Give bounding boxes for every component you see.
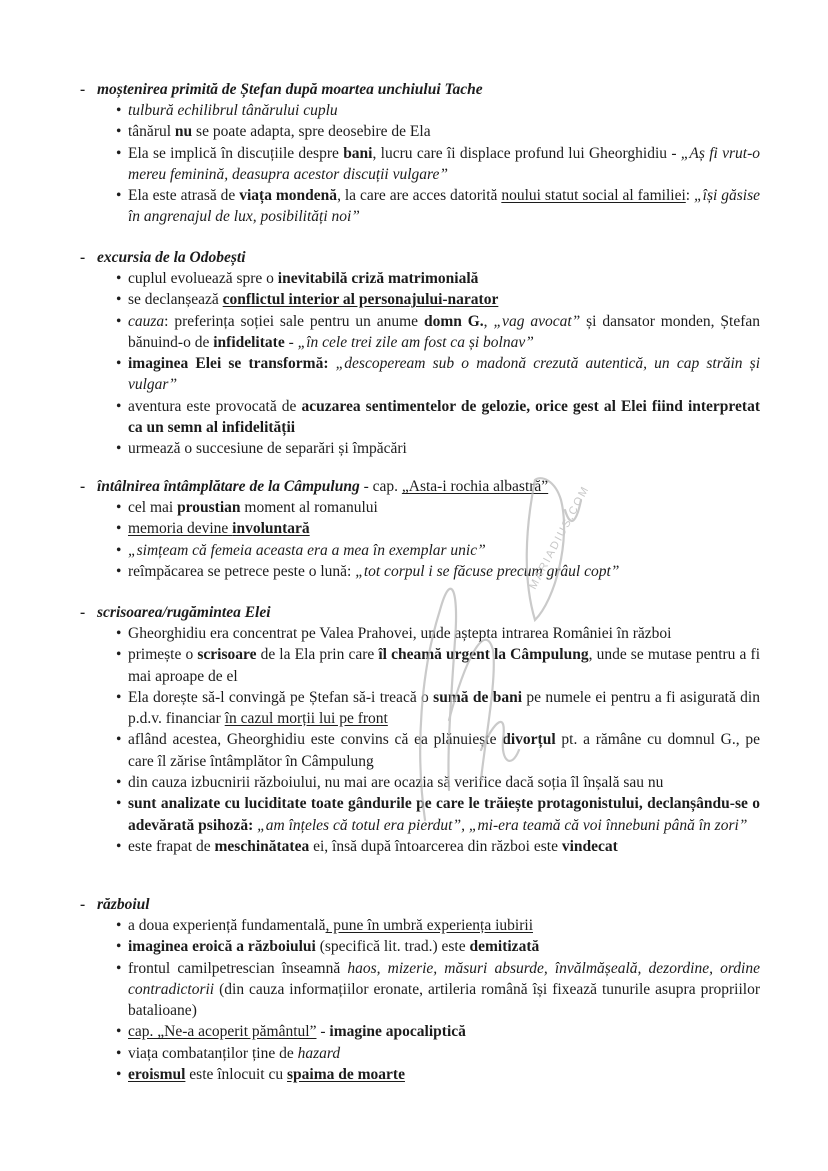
text-segment: pe numele ei pentru a fi asigurată din p.d.v. financiar — [128, 688, 760, 728]
bullet-list — [80, 915, 760, 1085]
list-item — [80, 1043, 760, 1064]
text-segment: se declanșează — [128, 291, 223, 309]
text-segment: demitizată — [469, 938, 540, 956]
text-segment: cel mai — [128, 499, 178, 516]
list-item — [80, 687, 760, 730]
text-segment: „își găsise în angrenajul de lux, posibilități noi” — [128, 187, 760, 226]
text-segment: viața combatanților ține de — [128, 1044, 298, 1062]
text-segment: - — [284, 333, 298, 351]
list-item — [80, 353, 760, 396]
text-segment: „vag avocat” — [493, 312, 581, 330]
text-segment: proustian — [177, 499, 241, 516]
section-razboiul — [80, 895, 760, 1085]
text-segment: „am înțeles că totul era pierdut”, „mi-era teamă că voi înnebuni până în zori” — [257, 816, 748, 834]
text-segment: „simțeam că femeia aceasta era a mea în exemplar unic” — [128, 541, 486, 559]
list-item — [80, 561, 760, 582]
text-segment: de la Ela prin care — [256, 646, 379, 664]
text-segment: imaginea Elei se transformă: — [128, 355, 329, 373]
dash-marker: - — [80, 478, 86, 495]
list-item — [80, 497, 760, 518]
text-segment: domn G. — [423, 312, 484, 330]
list-item — [80, 289, 760, 310]
text-segment: , lucru care îi displace profund lui Gheorghidiu - — [372, 144, 681, 162]
text-segment: memoria devine — [128, 520, 233, 538]
text-segment: pt. a rămâne cu domnul G., pe care îl zărise întâmplător în Câmpulung — [128, 731, 760, 770]
text-segment: cauza — [128, 312, 165, 330]
section-heading — [80, 477, 760, 497]
list-item — [80, 438, 760, 459]
text-segment: sumă de bani — [433, 688, 522, 706]
list-item — [80, 915, 760, 936]
text-segment — [329, 355, 336, 372]
heading-suffix: - cap. — [359, 478, 402, 495]
text-segment: în cazul morții lui pe front — [224, 710, 388, 728]
list-item — [80, 396, 760, 439]
text-segment: bani — [343, 144, 373, 162]
text-segment: (specifică lit. trad.) este — [315, 938, 470, 956]
heading-text: războiul — [97, 896, 150, 913]
heading-text: excursia de la Odobești — [97, 249, 246, 266]
text-segment: , pune în umbră experiența iubirii — [325, 917, 533, 934]
text-segment: meschinătatea — [214, 837, 310, 855]
text-segment: și dansator monden, Ștefan bănuind-o de — [128, 312, 761, 351]
text-segment: Gheorghidiu era concentrat pe Valea Prahovei, unde aștepta intrarea României în război — [128, 625, 672, 642]
dash-marker: - — [80, 81, 86, 98]
watermark-site-text: MARIADIUS.COM — [527, 483, 593, 592]
text-segment: „descopeream sub o madonă crezută autentică, un cap străin și vulgar” — [128, 355, 761, 394]
text-segment: frontul camilpetrescian înseamnă — [128, 959, 348, 977]
list-item — [80, 100, 760, 121]
section-excursia — [80, 248, 760, 460]
text-segment: a doua experiență fundamentală — [128, 917, 326, 934]
heading-text: moștenirea primită de Ștefan după moartea unchiului Tache — [97, 81, 483, 98]
text-segment: este frapat de — [128, 837, 215, 855]
text-segment: Ela dorește să-l convingă pe Ștefan să-i treacă o — [128, 688, 434, 706]
heading-text: întâlnirea întâmplătare de la Câmpulung — [97, 478, 360, 495]
text-segment: scrisoare — [197, 646, 257, 664]
text-segment: imaginea eroică a războiului — [128, 938, 316, 956]
text-segment: acuzarea sentimentelor de gelozie, orice gest al Elei fiind interpretat ca un semn al infidelității — [128, 397, 760, 437]
text-segment: moment al romanului — [240, 499, 378, 516]
text-segment: Ela se implică în discuțiile despre — [128, 144, 344, 162]
list-item — [80, 311, 760, 354]
list-item — [80, 958, 760, 1022]
text-segment: imagine apocaliptică — [329, 1023, 466, 1041]
text-segment: tânărul — [128, 123, 175, 141]
text-segment: , — [483, 312, 494, 330]
list-item — [80, 772, 760, 793]
text-segment: cap. „Ne-a acoperit pământul” — [128, 1023, 317, 1041]
text-segment: se poate adapta, spre deosebire de Ela — [192, 123, 431, 141]
list-item — [80, 644, 760, 687]
bullet-list — [80, 100, 760, 228]
text-segment: (din cauza informațiilor eronate, artileria română își fixează tunurile asupra propriilor batalioane) — [128, 980, 760, 1020]
text-segment: aventura este provocată de — [128, 397, 302, 415]
text-segment: ei, însă după întoarcerea din război este — [309, 837, 562, 855]
text-segment: sunt analizate cu luciditate toate gândurile pe care le trăiește protagonistului, declanșându-se o adevărată psihoză: — [128, 795, 760, 834]
text-segment: spaima de moarte — [287, 1066, 405, 1084]
text-segment: - — [316, 1023, 330, 1041]
text-segment: reîmpăcarea se petrece peste o lună: — [128, 562, 356, 580]
text-segment: nu — [174, 123, 193, 141]
text-segment: „în cele trei zile am fost ca și bolnav” — [297, 333, 534, 351]
text-segment: divorțul — [502, 731, 556, 749]
text-segment: haos, mizerie, măsuri absurde, învălmășeală, dezordine, ordine contradictorii — [128, 959, 760, 998]
text-segment: „Aș fi vrut-o mereu feminină, deasupra acestor discuții vulgare” — [128, 144, 760, 183]
text-segment: este înlocuit cu — [185, 1066, 287, 1084]
text-segment: aflând acestea, Gheorghidiu este convins că ea plănuiește — [128, 731, 503, 749]
text-segment: conflictul interior al personajului-narator — [222, 291, 499, 309]
text-segment: inevitabilă criză matrimonială — [277, 270, 479, 287]
text-segment: : preferința soției sale pentru un anume — [164, 312, 424, 330]
list-item — [80, 936, 760, 957]
list-item — [80, 268, 760, 289]
section-intalnirea — [80, 477, 760, 582]
list-item — [80, 540, 760, 561]
dash-marker: - — [80, 896, 86, 913]
list-item — [80, 623, 760, 644]
text-segment: : — [685, 187, 695, 205]
list-item — [80, 1064, 760, 1085]
text-segment: din cauza izbucnirii războiului, nu mai are ocazia să verifice dacă soția îl înșală sau nu — [128, 774, 664, 792]
text-segment: urmează o succesiune de separări și împăcări — [128, 440, 407, 458]
list-item — [80, 836, 760, 857]
bullet-list — [80, 623, 760, 857]
text-segment: , unde se mutase pentru a fi mai aproape de el — [128, 646, 761, 685]
bullet-list — [80, 268, 760, 460]
dash-marker: - — [80, 249, 86, 266]
section-heading — [80, 895, 760, 915]
text-segment: , la care are acces datorită — [337, 187, 502, 205]
list-item — [80, 793, 760, 836]
text-segment: vindecat — [561, 837, 618, 855]
section-heading — [80, 603, 760, 623]
heading-text: scrisoarea/rugămintea Elei — [97, 604, 271, 621]
dash-marker: - — [80, 604, 86, 621]
section-heading — [80, 248, 760, 268]
list-item — [80, 1021, 760, 1042]
section-mostenirea — [80, 80, 760, 228]
section-heading — [80, 80, 760, 100]
list-item — [80, 121, 760, 142]
bullet-list — [80, 497, 760, 582]
text-segment: primește o — [128, 646, 198, 664]
list-item — [80, 518, 760, 539]
text-segment: eroismul — [128, 1066, 186, 1084]
text-segment: tulbură echilibrul tânărului cuplu — [128, 102, 338, 119]
text-segment: Ela este atrasă de — [128, 187, 240, 205]
chapter-title: „Asta-i rochia albastră” — [401, 478, 549, 495]
text-segment: „tot corpul i se făcuse precum grâul copt” — [355, 562, 620, 580]
text-segment: infidelitate — [213, 333, 285, 351]
text-segment: cuplul evoluează spre o — [128, 270, 278, 287]
text-segment: hazard — [297, 1044, 341, 1062]
text-segment: viața mondenă — [239, 187, 338, 205]
list-item — [80, 143, 760, 186]
text-segment: noului statut social al familiei — [501, 187, 686, 205]
text-segment: involuntară — [232, 520, 310, 538]
list-item — [80, 729, 760, 772]
list-item — [80, 185, 760, 228]
section-scrisoarea — [80, 603, 760, 857]
text-segment: îl cheamă urgent la Câmpulung — [378, 646, 589, 664]
